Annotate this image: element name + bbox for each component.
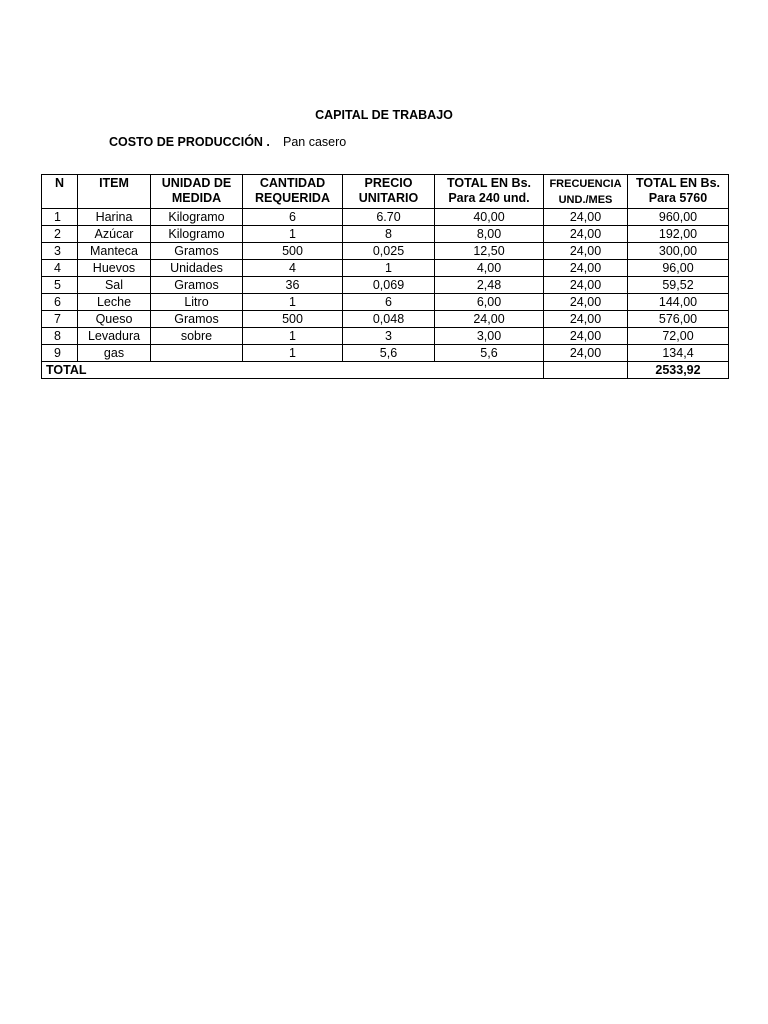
cell-n: 3 xyxy=(42,243,78,260)
cell-item: Queso xyxy=(78,311,151,328)
header-total-240: TOTAL EN Bs. Para 240 und. xyxy=(435,175,544,209)
table-row xyxy=(42,311,729,328)
cell-total-5760: 960,00 xyxy=(628,209,729,226)
cell-frecuencia: 24,00 xyxy=(544,226,628,243)
cell-cantidad: 6 xyxy=(243,209,343,226)
total-empty-cell xyxy=(544,362,628,379)
cell-total-5760: 72,00 xyxy=(628,328,729,345)
cell-total-5760: 192,00 xyxy=(628,226,729,243)
cell-frecuencia: 24,00 xyxy=(544,294,628,311)
cell-frecuencia: 24,00 xyxy=(544,260,628,277)
cell-item: gas xyxy=(78,345,151,362)
cell-frecuencia: 24,00 xyxy=(544,243,628,260)
cell-n: 4 xyxy=(42,260,78,277)
header-unidad-medida: UNIDAD DE MEDIDA xyxy=(151,175,243,209)
cell-frecuencia: 24,00 xyxy=(544,209,628,226)
cell-precio: 0,025 xyxy=(343,243,435,260)
production-cost-table xyxy=(41,174,729,379)
cell-unidad: Gramos xyxy=(151,277,243,294)
cell-n: 9 xyxy=(42,345,78,362)
table-row xyxy=(42,209,729,226)
header-cantidad-requerida: CANTIDAD REQUERIDA xyxy=(243,175,343,209)
cell-unidad: Kilogramo xyxy=(151,226,243,243)
cell-precio: 8 xyxy=(343,226,435,243)
header-n: N xyxy=(42,175,78,209)
cell-total-5760: 576,00 xyxy=(628,311,729,328)
total-label: TOTAL xyxy=(42,362,544,379)
cell-total-240: 40,00 xyxy=(435,209,544,226)
table-header-row xyxy=(42,175,729,209)
cell-cantidad: 1 xyxy=(243,345,343,362)
table-row xyxy=(42,328,729,345)
cell-precio: 5,6 xyxy=(343,345,435,362)
cell-unidad: Litro xyxy=(151,294,243,311)
cell-frecuencia: 24,00 xyxy=(544,277,628,294)
table-row xyxy=(42,294,729,311)
cell-cantidad: 4 xyxy=(243,260,343,277)
cell-cantidad: 500 xyxy=(243,243,343,260)
cell-precio: 6.70 xyxy=(343,209,435,226)
table-row xyxy=(42,226,729,243)
cell-total-240: 6,00 xyxy=(435,294,544,311)
cell-precio: 6 xyxy=(343,294,435,311)
cell-unidad: Unidades xyxy=(151,260,243,277)
cell-unidad: Gramos xyxy=(151,243,243,260)
cell-n: 8 xyxy=(42,328,78,345)
cell-precio: 3 xyxy=(343,328,435,345)
cell-unidad: sobre xyxy=(151,328,243,345)
cell-total-240: 12,50 xyxy=(435,243,544,260)
cell-item: Huevos xyxy=(78,260,151,277)
cell-total-240: 8,00 xyxy=(435,226,544,243)
subtitle-value: Pan casero xyxy=(283,135,347,149)
table-row xyxy=(42,345,729,362)
cell-frecuencia: 24,00 xyxy=(544,311,628,328)
cell-item: Azúcar xyxy=(78,226,151,243)
cell-precio: 0,069 xyxy=(343,277,435,294)
cell-frecuencia: 24,00 xyxy=(544,345,628,362)
cell-unidad: Kilogramo xyxy=(151,209,243,226)
header-frecuencia: FRECUENCIA UND./MES xyxy=(544,175,628,209)
cell-cantidad: 1 xyxy=(243,226,343,243)
cell-unidad xyxy=(151,345,243,362)
table-row xyxy=(42,243,729,260)
table-total-row xyxy=(42,362,729,379)
cell-unidad: Gramos xyxy=(151,311,243,328)
cell-n: 2 xyxy=(42,226,78,243)
cell-item: Manteca xyxy=(78,243,151,260)
header-item: ITEM xyxy=(78,175,151,209)
table-row xyxy=(42,260,729,277)
cell-cantidad: 1 xyxy=(243,294,343,311)
cell-total-5760: 144,00 xyxy=(628,294,729,311)
cell-total-5760: 300,00 xyxy=(628,243,729,260)
cell-total-240: 24,00 xyxy=(435,311,544,328)
cell-cantidad: 1 xyxy=(243,328,343,345)
cell-total-240: 4,00 xyxy=(435,260,544,277)
cell-frecuencia: 24,00 xyxy=(544,328,628,345)
cell-total-240: 2,48 xyxy=(435,277,544,294)
cell-n: 5 xyxy=(42,277,78,294)
cell-total-5760: 96,00 xyxy=(628,260,729,277)
cell-item: Leche xyxy=(78,294,151,311)
cell-total-5760: 134,4 xyxy=(628,345,729,362)
header-precio-unitario: PRECIO UNITARIO xyxy=(343,175,435,209)
subtitle-label: COSTO DE PRODUCCIÓN . xyxy=(109,135,270,149)
cell-n: 6 xyxy=(42,294,78,311)
cell-precio: 0,048 xyxy=(343,311,435,328)
cell-cantidad: 36 xyxy=(243,277,343,294)
table-row xyxy=(42,277,729,294)
cell-item: Sal xyxy=(78,277,151,294)
cell-total-240: 5,6 xyxy=(435,345,544,362)
cell-total-5760: 59,52 xyxy=(628,277,729,294)
cell-total-240: 3,00 xyxy=(435,328,544,345)
cell-cantidad: 500 xyxy=(243,311,343,328)
cell-n: 1 xyxy=(42,209,78,226)
document-title: CAPITAL DE TRABAJO xyxy=(315,108,453,122)
cell-item: Harina xyxy=(78,209,151,226)
cell-item: Levadura xyxy=(78,328,151,345)
total-value: 2533,92 xyxy=(628,362,729,379)
header-total-5760: TOTAL EN Bs. Para 5760 xyxy=(628,175,729,209)
cell-precio: 1 xyxy=(343,260,435,277)
cell-n: 7 xyxy=(42,311,78,328)
